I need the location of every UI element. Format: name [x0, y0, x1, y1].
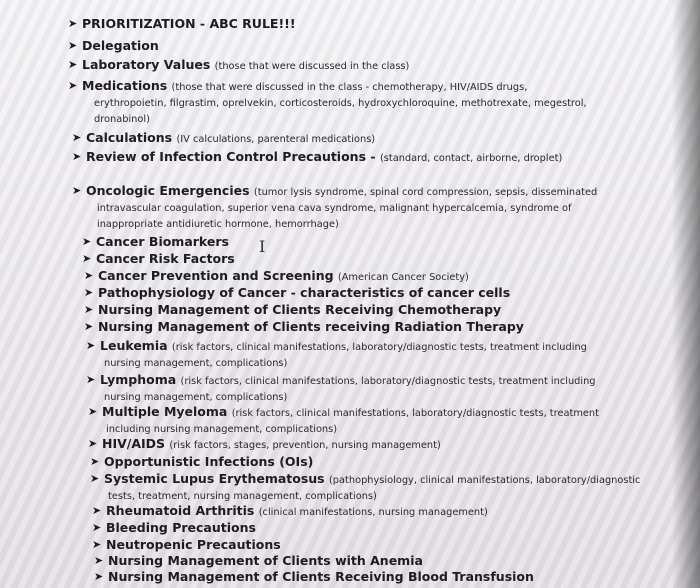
- item-title: Cancer Biomarkers: [96, 234, 229, 249]
- item-note: (those that were discussed in the class): [214, 61, 410, 72]
- arrow-bullet-icon: ➤: [84, 269, 94, 282]
- arrow-bullet-icon: ➤: [84, 286, 94, 299]
- item-title: Medications: [82, 78, 168, 93]
- list-item: [68, 16, 700, 34]
- arrow-bullet-icon: ➤: [68, 58, 78, 71]
- item-continuation: erythropoietin, filgrastim, oprelvekin, corticosteroids, hydroxychloroquine, methotrexate, megestrol,: [94, 98, 587, 109]
- arrow-bullet-icon: ➤: [92, 504, 102, 517]
- item-continuation: nursing management, complications): [104, 392, 288, 403]
- arrow-bullet-icon: ➤: [68, 39, 78, 52]
- item-title: Opportunistic Infections (OIs): [104, 454, 314, 469]
- item-note: (American Cancer Society): [337, 272, 469, 283]
- list-item: [90, 454, 700, 470]
- item-continuation: dronabinol): [94, 114, 150, 125]
- arrow-bullet-icon: ➤: [90, 455, 100, 468]
- item-title: Rheumatoid Arthritis: [106, 503, 255, 518]
- item-continuation: including nursing management, complications): [106, 424, 338, 435]
- arrow-bullet-icon: ➤: [86, 373, 96, 386]
- list-item: [68, 57, 700, 75]
- item-title: PRIORITIZATION - ABC RULE!!!: [82, 16, 296, 31]
- arrow-bullet-icon: ➤: [90, 472, 100, 485]
- arrow-bullet-icon: ➤: [68, 79, 78, 92]
- item-continuation: nursing management, complications): [104, 358, 288, 369]
- item-title: Oncologic Emergencies: [86, 183, 250, 198]
- item-title: Neutropenic Precautions: [106, 537, 281, 552]
- item-note: (risk factors, stages, prevention, nursing management): [169, 440, 441, 451]
- arrow-bullet-icon: ➤: [88, 405, 98, 418]
- list-item: [84, 319, 700, 335]
- arrow-bullet-icon: ➤: [92, 521, 102, 534]
- list-item: [86, 372, 700, 406]
- item-title: Calculations: [86, 130, 173, 145]
- item-continuation: intravascular coagulation, superior vena cava syndrome, malignant hypercalcemia, syndrome of: [97, 203, 572, 214]
- arrow-bullet-icon: ➤: [82, 252, 92, 265]
- list-item: [82, 234, 700, 250]
- list-item: [82, 251, 700, 267]
- list-item: [84, 285, 700, 301]
- item-note: (clinical manifestations, nursing management): [258, 507, 488, 518]
- list-item: [88, 404, 700, 438]
- item-title: Nursing Management of Clients Receiving Blood Transfusion: [108, 569, 534, 584]
- item-note: (risk factors, clinical manifestations, laboratory/diagnostic tests, treatment: [231, 408, 599, 419]
- item-title: Bleeding Precautions: [106, 520, 256, 535]
- list-item: [72, 149, 700, 167]
- text-cursor-icon: I: [259, 237, 266, 256]
- arrow-bullet-icon: ➤: [84, 320, 94, 333]
- item-title: Pathophysiology of Cancer - characteristics of cancer cells: [98, 285, 511, 300]
- item-continuation: tests, treatment, nursing management, complications): [108, 491, 377, 502]
- item-note: (pathophysiology, clinical manifestations, laboratory/diagnostic: [328, 475, 641, 486]
- list-item: [90, 471, 700, 505]
- list-item: [94, 553, 700, 569]
- list-item: [68, 78, 700, 128]
- item-title: Delegation: [82, 38, 159, 53]
- item-title: Nursing Management of Clients Receiving Chemotherapy: [98, 302, 502, 317]
- list-item: [92, 537, 700, 553]
- list-item: [72, 183, 700, 233]
- list-item: [86, 338, 700, 372]
- item-title: Systemic Lupus Erythematosus: [104, 471, 325, 486]
- item-note: (those that were discussed in the class - chemotherapy, HIV/AIDS drugs,: [171, 82, 528, 93]
- item-continuation: inappropriate antidiuretic hormone, hemorrhage): [97, 219, 339, 230]
- list-item: [92, 503, 700, 521]
- arrow-bullet-icon: ➤: [92, 538, 102, 551]
- list-item: [88, 436, 700, 454]
- item-note: (risk factors, clinical manifestations, laboratory/diagnostic tests, treatment including: [180, 376, 596, 387]
- item-title: Multiple Myeloma: [102, 404, 228, 419]
- arrow-bullet-icon: ➤: [84, 303, 94, 316]
- list-item: [94, 569, 700, 585]
- list-item: [84, 302, 700, 318]
- arrow-bullet-icon: ➤: [94, 554, 104, 567]
- item-title: Lymphoma: [100, 372, 177, 387]
- item-title: HIV/AIDS: [102, 436, 166, 451]
- arrow-bullet-icon: ➤: [94, 570, 104, 583]
- item-title: Nursing Management of Clients with Anemia: [108, 553, 423, 568]
- list-item: [84, 268, 700, 286]
- arrow-bullet-icon: ➤: [72, 184, 82, 197]
- arrow-bullet-icon: ➤: [82, 235, 92, 248]
- item-note: (risk factors, clinical manifestations, laboratory/diagnostic tests, treatment including: [171, 342, 587, 353]
- list-item: [68, 38, 700, 56]
- item-note: (IV calculations, parenteral medications): [176, 134, 376, 145]
- item-title: Cancer Risk Factors: [96, 251, 235, 266]
- item-title: Nursing Management of Clients receiving Radiation Therapy: [98, 319, 524, 334]
- arrow-bullet-icon: ➤: [88, 437, 98, 450]
- arrow-bullet-icon: ➤: [86, 339, 96, 352]
- arrow-bullet-icon: ➤: [72, 150, 82, 163]
- list-item: [72, 130, 700, 148]
- item-title: Cancer Prevention and Screening: [98, 268, 334, 283]
- item-title: Review of Infection Control Precautions -: [86, 149, 376, 164]
- arrow-bullet-icon: ➤: [72, 131, 82, 144]
- list-item: [92, 520, 700, 536]
- item-note: (tumor lysis syndrome, spinal cord compression, sepsis, disseminated: [253, 187, 598, 198]
- arrow-bullet-icon: ➤: [68, 17, 78, 30]
- item-title: Leukemia: [100, 338, 168, 353]
- item-title: Laboratory Values: [82, 57, 211, 72]
- item-note: (standard, contact, airborne, droplet): [379, 153, 563, 164]
